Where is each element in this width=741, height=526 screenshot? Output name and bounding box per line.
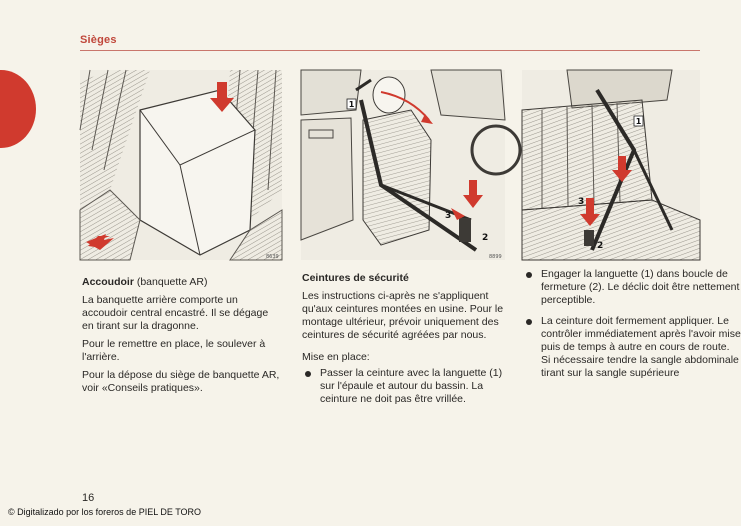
callout-2: 2 [482,233,489,243]
section-title: Sièges [80,34,117,46]
seatbelt-intro: Les instructions ci-après ne s'appliquent qu'aux ceintures montées en usine. Pour le montage ultérieur, prévoir uniquement des ceintures de sécurité agréées par nous. [302,290,504,341]
callout-2: 2 [597,241,604,251]
armrest-paragraph: Pour le remettre en place, le soulever à l'arrière. [82,338,266,363]
figure-number: 8639 [266,254,279,260]
chapter-tab-marker [0,70,36,148]
seatbelt-buckling-illustration [522,70,700,260]
page-number: 16 [82,492,95,504]
seatbelt-overview-illustration [301,70,505,260]
buckling-bullet-text: La ceinture doit fermement appliquer. Le contrôler immédiatement après l'avoir mise puis de temps à autre en cours de route. Si nécessaire tendre la sangle abdominale tirant sur la sangle supérieure [541,315,741,379]
callout-1: 1 [348,100,355,109]
seatbelt-heading: Ceintures de sécurité [302,272,409,284]
callout-1: 1 [635,117,642,126]
seatbelt-bullet [302,367,508,406]
mise-en-place-label: Mise en place: [302,351,370,363]
buckling-bullet [523,315,741,380]
buckling-section [523,268,741,385]
digitization-credit: © Digitalizado por los foreros de PIEL DE TORO [8,507,202,517]
armrest-heading [82,276,282,289]
bullet-dot [526,272,532,278]
armrest-heading-bold: Accoudoir [82,276,134,288]
callout-3: 3 [578,197,585,207]
armrest-paragraph: La banquette arrière comporte un accoudoir central encastré. Il se dégage en tirant sur la dragonne. [82,294,269,332]
seatbelt-section [302,272,508,411]
armrest-illustration [80,70,282,260]
callout-3: 3 [445,211,452,221]
bullet-dot [305,371,311,377]
bullet-dot [526,319,532,325]
buckling-bullet [523,268,741,307]
buckling-bullet-text: Engager la languette (1) dans boucle de fermeture (2). Le déclic doit être nettement perceptible. [541,268,740,306]
armrest-section [82,276,282,400]
figure-number: 8899 [489,254,502,260]
seatbelt-bullet-text: Passer la ceinture avec la languette (1) sur l'épaule et autour du bassin. La ceinture ne doit pas être vrillée. [320,367,503,405]
armrest-paragraph: Pour la dépose du siège de banquette AR, voir «Conseils pratiques». [82,369,280,394]
header-rule [80,50,700,51]
armrest-heading-suffix: (banquette AR) [133,276,208,288]
